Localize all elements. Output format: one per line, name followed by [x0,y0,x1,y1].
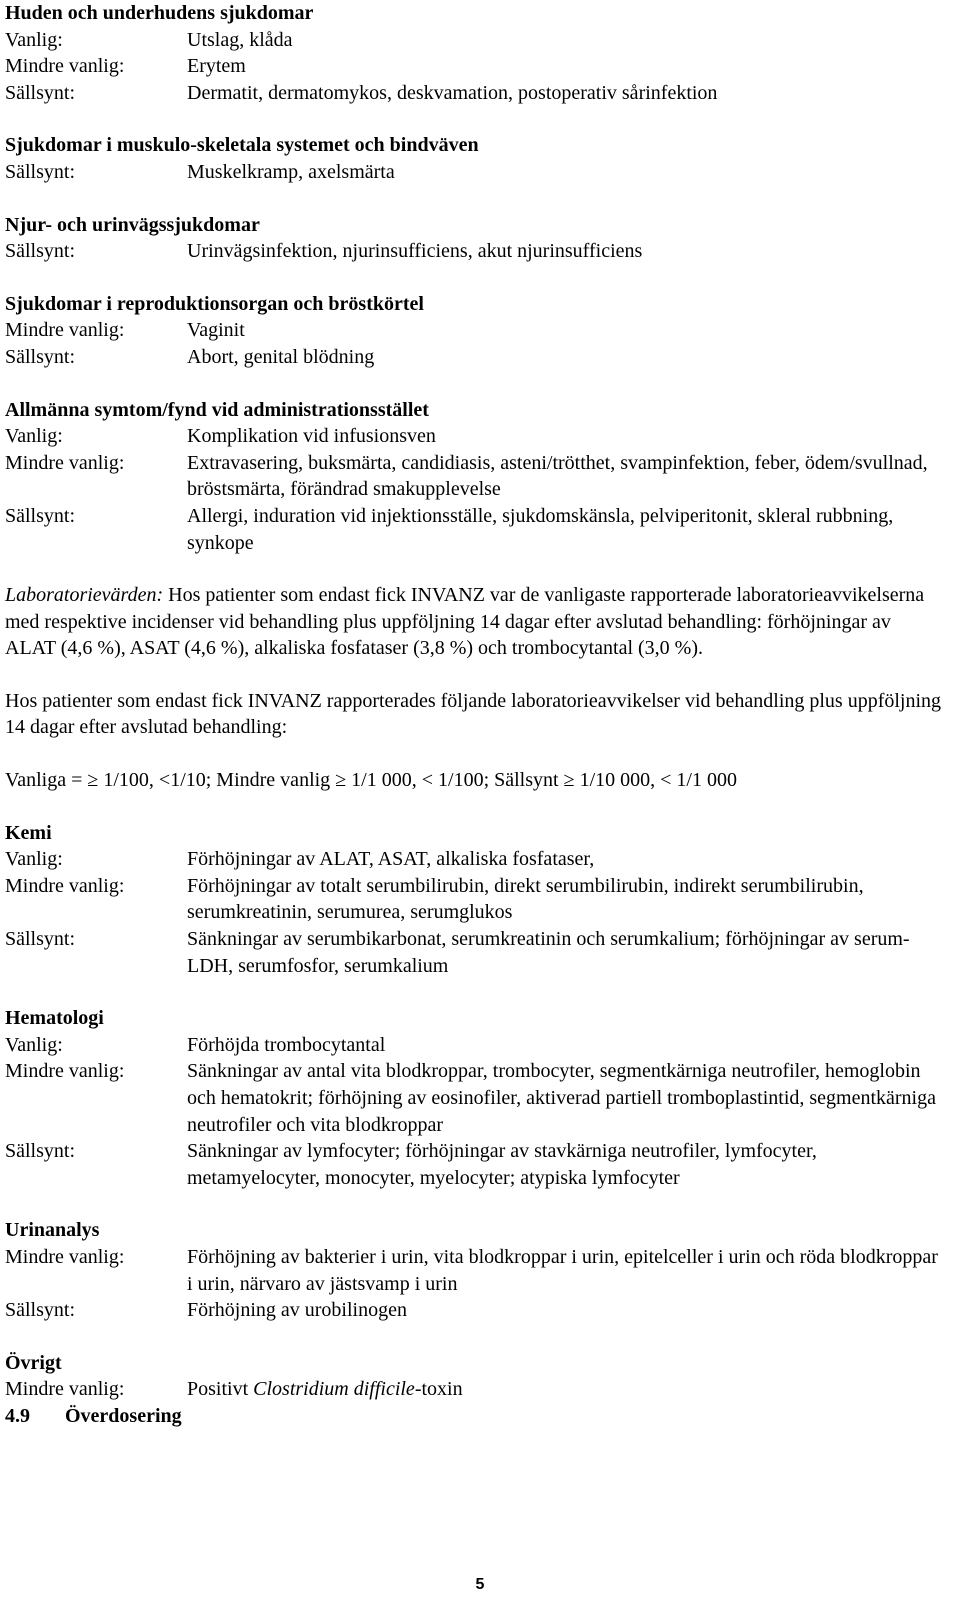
page-number: 5 [475,1576,485,1593]
frequency-row [5,1297,945,1324]
lab-values-lead: Laboratorievärden: [5,584,164,607]
frequency-label: Sällsynt: [5,345,76,368]
frequency-label: Sällsynt: [5,504,76,527]
frequency-row [5,1376,945,1403]
section-heading: Urinanalys [5,1219,100,1242]
frequency-value: Förhöjning av bakterier i urin, vita blodkroppar i urin, epitelceller i urin och röda blodkroppar i urin, närvaro av jästsvamp i urin [187,1245,938,1295]
frequency-label: Sällsynt: [5,928,76,951]
frequency-row [5,423,945,450]
document-body [5,0,945,1430]
frequency-row [5,53,945,80]
frequency-value: Komplikation vid infusionsven [187,425,436,448]
section-number: 4.9 [5,1404,30,1427]
frequency-label: Mindre vanlig: [5,1060,125,1083]
freq-text: 1/100, <1/10; Mindre vanlig [98,769,336,792]
value-text: Positivt [187,1378,254,1401]
frequency-row [5,1244,945,1297]
frequency-label: Mindre vanlig: [5,55,125,78]
next-section-heading [5,1403,945,1430]
section-renal [5,212,945,265]
frequency-value: Förhöjningar av totalt serumbilirubin, direkt serumbilirubin, indirekt serumbilirubin, serumkreatinin, serumurea, serumglukos [187,874,864,924]
frequency-definitions [5,767,945,794]
value-text: -toxin [414,1378,463,1401]
frequency-value: Allergi, induration vid injektionsställe, sjukdomskänsla, pelviperitonit, skleral rubbning, synkope [187,504,894,554]
frequency-value: Förhöjning av urobilinogen [187,1299,407,1322]
freq-text: 1/1 000, < 1/100; Sällsynt [346,769,564,792]
section-urinalysis [5,1217,945,1323]
frequency-row [5,317,945,344]
section-heading: Kemi [5,821,52,844]
frequency-label: Sällsynt: [5,1299,76,1322]
frequency-label: Sällsynt: [5,240,76,263]
section-title: Överdosering [65,1404,182,1427]
frequency-row [5,344,945,371]
frequency-label: Mindre vanlig: [5,1378,125,1401]
frequency-label: Mindre vanlig: [5,874,125,897]
frequency-label: Sällsynt: [5,160,76,183]
frequency-value: Vaginit [187,319,245,342]
section-heading: Sjukdomar i muskulo-skeletala systemet och bindväven [5,134,479,157]
frequency-value: Förhöjda trombocytantal [187,1033,386,1056]
frequency-label: Vanlig: [5,425,63,448]
freq-text: Vanliga = [5,769,88,792]
lab-values-paragraph [5,582,945,662]
frequency-value: Urinvägsinfektion, njurinsufficiens, akut njurinsufficiens [187,240,643,263]
frequency-value [187,1376,945,1403]
frequency-row [5,1138,945,1191]
frequency-label: Mindre vanlig: [5,319,125,342]
greater-equal-symbol: ≥ [335,769,347,792]
section-heading: Övrigt [5,1351,62,1374]
frequency-value: Sänkningar av serumbikarbonat, serumkreatinin och serumkalium; förhöjningar av serum-LDH, serumfosfor, serumkalium [187,928,910,977]
frequency-value: Förhöjningar av ALAT, ASAT, alkaliska fosfataser, [187,848,595,871]
frequency-label: Vanlig: [5,28,63,51]
frequency-row [5,846,945,873]
frequency-value: Utslag, klåda [187,28,293,51]
frequency-label: Vanlig: [5,1033,63,1056]
greater-equal-symbol: ≥ [563,769,575,792]
frequency-row [5,503,945,556]
frequency-row [5,873,945,926]
section-hematology [5,1005,945,1191]
frequency-value: Sänkningar av lymfocyter; förhöjningar av stavkärniga neutrofiler, lymfocyter, metamyelocyter, monocyter, myelocyter; atypiska lymfocyter [187,1140,817,1189]
organism-name: Clostridium difficile [253,1378,415,1401]
frequency-row [5,450,945,503]
frequency-value: Erytem [187,55,246,78]
frequency-row [5,926,945,979]
frequency-value: Muskelkramp, axelsmärta [187,160,395,183]
frequency-value: Dermatit, dermatomykos, deskvamation, postoperativ sårinfektion [187,81,718,104]
section-heading: Hematologi [5,1007,104,1030]
frequency-value: Abort, genital blödning [187,345,375,368]
frequency-row [5,80,945,107]
frequency-value: Extravasering, buksmärta, candidiasis, asteni/trötthet, svampinfektion, feber, ödem/svullnad, bröstsmärta, förändrad smakupplevelse [187,451,928,501]
section-skin [5,0,945,106]
section-chemistry [5,820,945,980]
lab-values-text: Hos patienter som endast fick INVANZ var de vanligaste rapporterade laboratorieavvikelserna med respektive incidenser vid behandling plus uppföljning 14 dagar efter avslutad behandling: förhöjningar av ALAT (4,6 %), ASAT (4,6 %), alkaliska fosfataser (3,8 %) och trombocytantal (3,0 %). [5,584,925,660]
frequency-value: Sänkningar av antal vita blodkroppar, trombocyter, segmentkärniga neutrofiler, hemoglobin och hematokrit; förhöjning av eosinofiler, aktiverad partiell tromboplastintid, segmentkärniga neutrofiler och vita blodkroppar [187,1060,936,1136]
freq-text: 1/10 000, < 1/1 000 [574,769,737,792]
frequency-row [5,1058,945,1138]
frequency-row [5,1032,945,1059]
frequency-label: Sällsynt: [5,81,76,104]
lab-abnormalities-intro: Hos patienter som endast fick INVANZ rapporterades följande laboratorieavvikelser vid behandling plus uppföljning 14 dagar efter avslutad behandling: [5,689,942,739]
frequency-row [5,238,945,265]
frequency-label: Sällsynt: [5,1140,76,1163]
frequency-label: Mindre vanlig: [5,451,125,474]
section-heading: Allmänna symtom/fynd vid administrationsstället [5,398,429,421]
frequency-label: Mindre vanlig: [5,1245,125,1268]
frequency-row [5,159,945,186]
section-general [5,397,945,557]
section-reproductive [5,291,945,371]
greater-equal-symbol: ≥ [87,769,99,792]
frequency-row [5,27,945,54]
section-other [5,1350,945,1430]
section-musculoskeletal [5,132,945,185]
frequency-label: Vanlig: [5,848,63,871]
section-heading: Sjukdomar i reproduktionsorgan och bröstkörtel [5,292,424,315]
section-heading: Njur- och urinvägssjukdomar [5,213,260,236]
section-heading: Huden och underhudens sjukdomar [5,2,314,24]
